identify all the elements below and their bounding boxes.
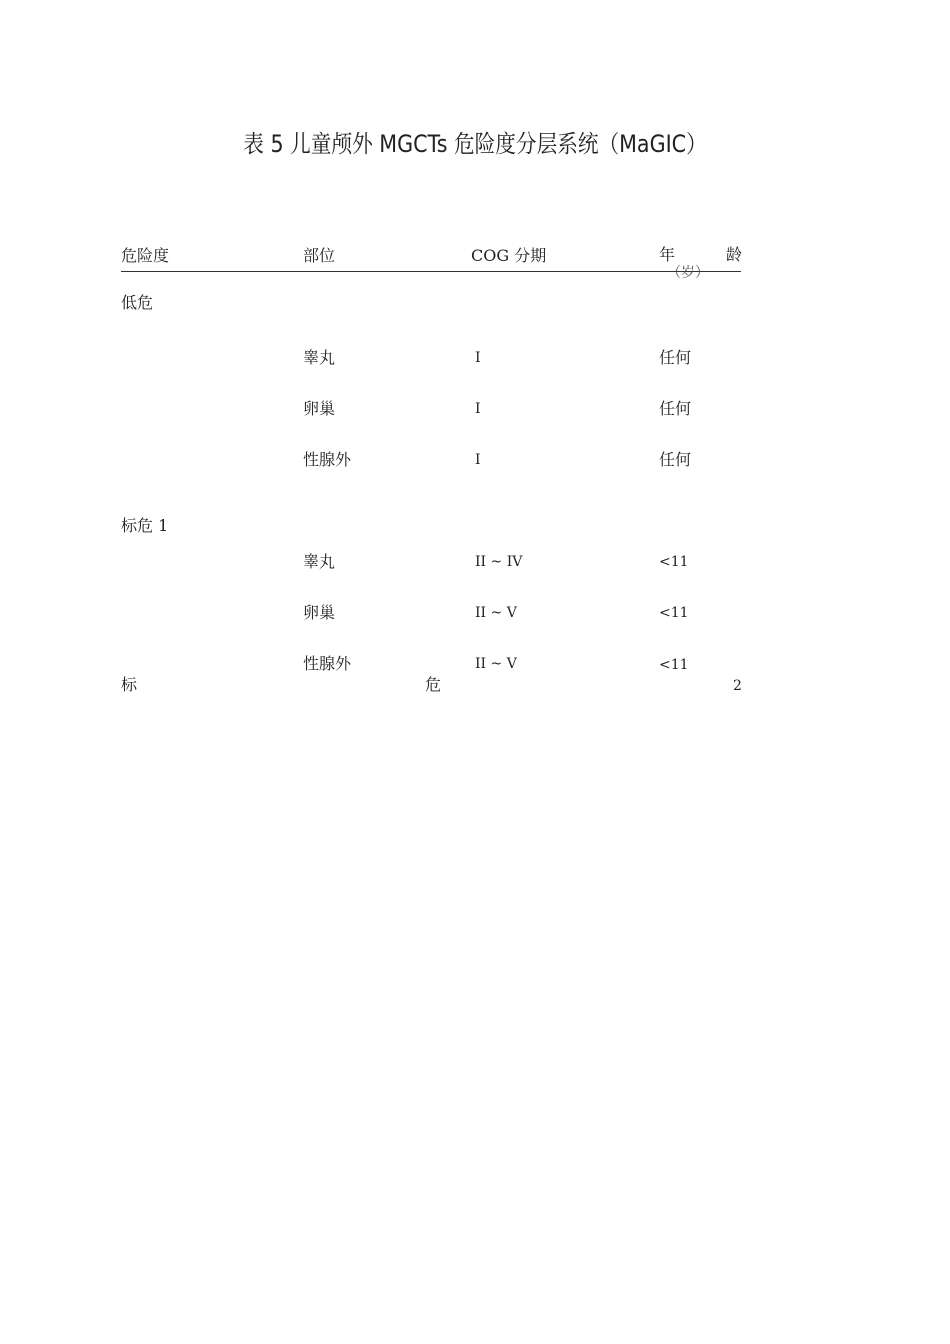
header-site: 部位 <box>303 246 336 265</box>
row-site: 性腺外 <box>303 450 352 469</box>
footer-label-right: 2 <box>733 678 742 694</box>
row-stage: II ~ V <box>475 656 517 672</box>
row-site: 卵巢 <box>303 603 336 622</box>
row-stage: II ~ V <box>475 605 517 621</box>
row-age: <11 <box>659 657 689 673</box>
row-stage: I <box>475 452 481 468</box>
row-age: 任何 <box>659 399 692 418</box>
footer-label-left: 标 <box>121 675 138 694</box>
row-age: 任何 <box>659 348 692 367</box>
row-age: <11 <box>659 554 689 570</box>
table-title: 表 5 儿童颅外 MGCTs 危险度分层系统（MaGIC） <box>243 130 707 158</box>
row-stage: II ~ IV <box>475 554 523 570</box>
header-divider <box>121 271 741 272</box>
row-age: <11 <box>659 605 689 621</box>
row-site: 卵巢 <box>303 399 336 418</box>
group-label-low-risk: 低危 <box>121 293 154 312</box>
header-cog-stage: COG 分期 <box>471 246 547 265</box>
row-site: 睾丸 <box>303 552 336 571</box>
group-label-standard-risk-1: 标危 1 <box>121 516 169 535</box>
header-age-part3: （岁） <box>667 265 709 281</box>
row-site: 性腺外 <box>303 654 352 673</box>
row-age: 任何 <box>659 450 692 469</box>
header-age <box>659 245 742 281</box>
row-stage: I <box>475 350 481 366</box>
footer-label-middle: 危 <box>425 675 442 694</box>
header-age-part2: 龄 <box>725 245 742 264</box>
header-age-part1: 年 <box>659 245 676 264</box>
row-site: 睾丸 <box>303 348 336 367</box>
header-risk: 危险度 <box>121 246 170 265</box>
row-stage: I <box>475 401 481 417</box>
